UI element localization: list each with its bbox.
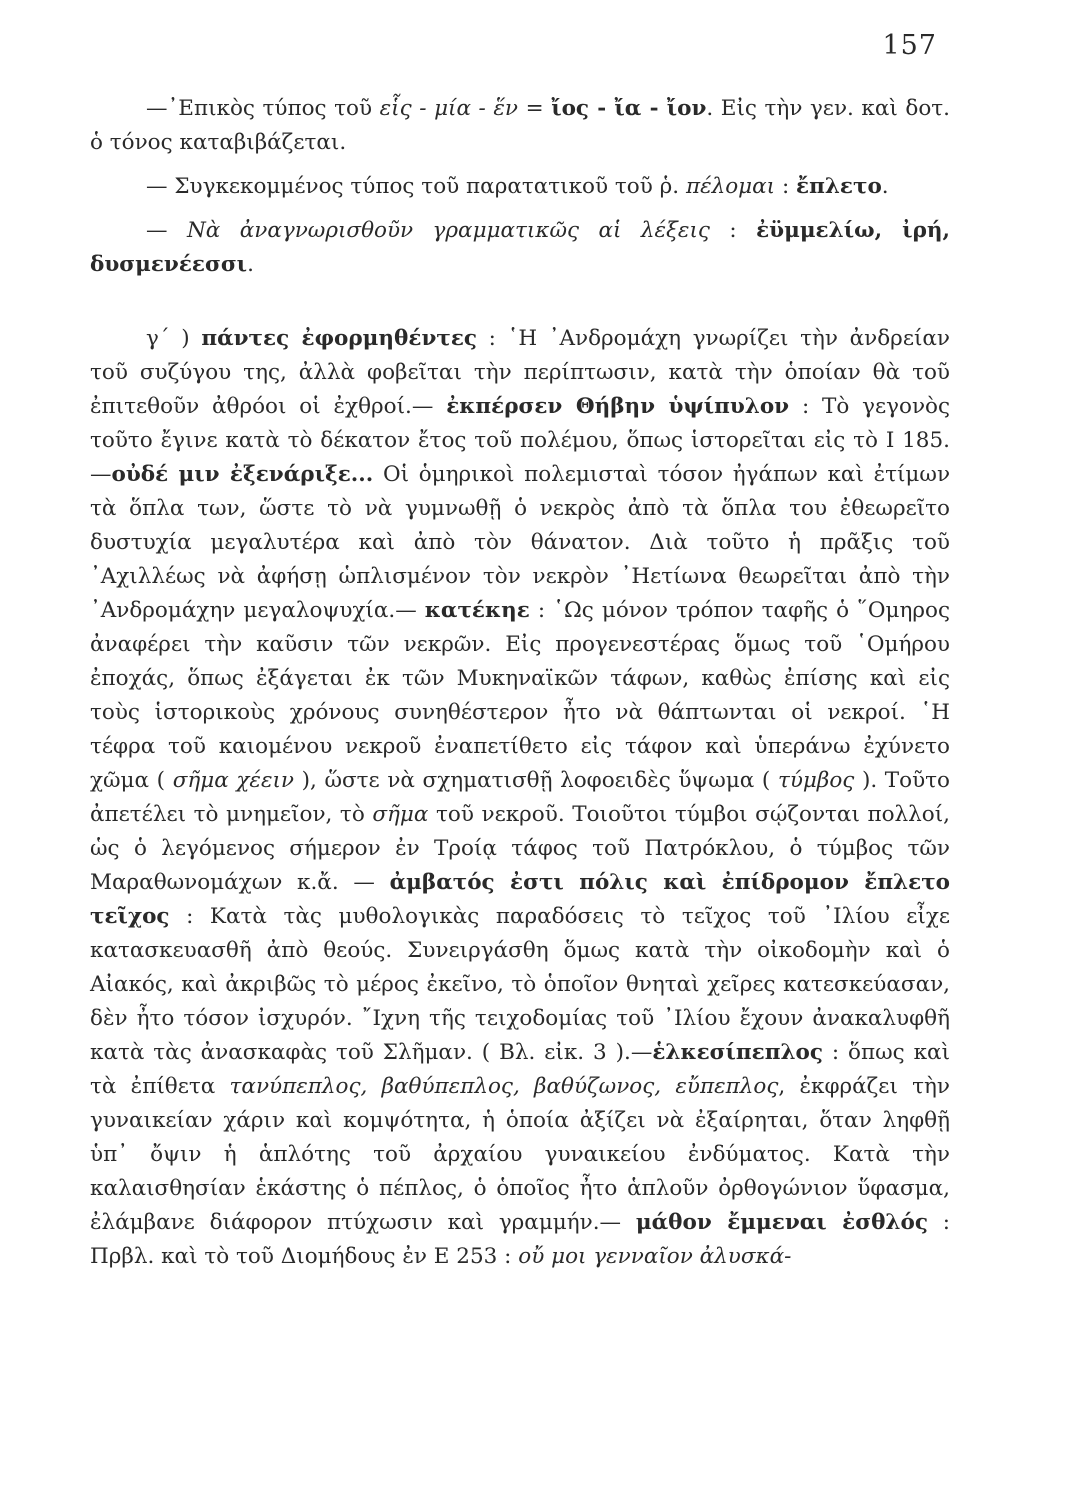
lemma: μάθον ἔμμεναι ἐσθλός [635, 1210, 928, 1235]
bold-term: ἐϋμμελίω, ἰρή, δυσμενέεσσι [90, 218, 950, 277]
text-run: τοῦ νεκροῦ. Τοιοῦτοι τύμβοι σῴζονται πολλοί, ὡς ὁ λεγόμενος σήμερον ἐν Τροίᾳ τάφος τοῦ Πατρόκλου, ὁ τύμβος τῶν Μαραθωνομάχων κ.ἄ. — [90, 802, 951, 895]
lemma: πάντες ἐφορμηθέντες [201, 326, 477, 351]
text-run: : [775, 174, 797, 199]
text-run: : Τὸ γεγονὸς τοῦτο ἔγινε κατὰ τὸ δέκατον ἔτος τοῦ πολέμου, ὅπως ἱστορεῖται εἰς τὸ Ι 185.— [90, 394, 951, 487]
paragraph-epic-form [90, 92, 950, 160]
text-run: Οἱ ὁμηρικοὶ πολεμισταὶ τόσον ἠγάπων καὶ ἐτίμων τὰ ὅπλα των, ὥστε τὸ νὰ γυμνωθῇ ὁ νεκρὸς ἀπὸ τὰ ὅπλα του ἐθεωρεῖτο δυστυχία μεγαλυτέρα καὶ ἀπὸ τὸν θάνατον. Διὰ τοῦτο ἡ πρᾶξις τοῦ ᾽Αχιλλέως νὰ ἀφήσῃ ὡπλισμένον τὸν νεκρὸν ᾽Ηετίωνα θεωρεῖται ἀπὸ τὴν ᾽Ανδρομάχην μεγαλοψυχία.— [90, 462, 951, 623]
text-run: ). Τοῦτο ἀπετέλει τὸ μνημεῖον, τὸ [90, 768, 950, 827]
section-marker: γ΄ ) [146, 326, 202, 351]
text-run: — [146, 218, 187, 243]
text-run: —᾽Επικὸς τύπος τοῦ [146, 96, 380, 121]
text-run: : ῾Ως μόνον τρόπον ταφῆς ὁ ῞Ομηρος ἀναφέρει τὴν καῦσιν τῶν νεκρῶν. Εἰς προγενεστέρας ὅμως τοῦ ῾Ομήρου ἐποχάς, ὅπως ἐξάγεται ἐκ τῶν Μυκηναϊκῶν τάφων, καθὼς ἐπίσης καὶ εἰς τοὺς ἱστορικοὺς χρόνους συνηθέστερον ἦτο νὰ θάπτωνται οἱ νεκροί. ῾Η τέφρα τοῦ καιομένου νεκροῦ ἐναπετίθετο εἰς τάφον καὶ ὑπεράνω ἐχύνετο χῶμα ( [90, 598, 951, 793]
text-run: ), ὥστε νὰ σχηματισθῇ λοφοειδὲς ὕψωμα ( [293, 768, 778, 793]
paragraph-syncopated-form [90, 170, 950, 204]
italic-term: πέλομαι [685, 174, 776, 199]
italic-term: τύμβος [777, 768, 855, 793]
lemma: οὐδέ μιν ἐξενάριξε... [111, 462, 374, 487]
text-run: = [518, 96, 552, 121]
italic-term: Νὰ ἀναγνωρισθοῦν γραμματικῶς αἱ λέξεις [186, 218, 710, 243]
page-number: 157 [882, 30, 937, 61]
italic-term: σῆμα χέειν [172, 768, 294, 793]
bold-term: ἴος - ἴα - ἴον [551, 96, 707, 121]
text-run: , ἐκφράζει τὴν γυναικείαν χάριν καὶ κομψότητα, ἡ ὁποία ἀξίζει νὰ ἐξαίρηται, ὅταν ληφθῇ ὑπ᾽ ὄψιν ἡ ἁπλότης τοῦ ἀρχαίου γυναικείου ἐνδύματος. Κατὰ τὴν καλαισθησίαν ἑκάστης ὁ πέπλος, ὁ ὁποῖος ἦτο ἁπλοῦν ὀρθογώνιον ὕφασμα, ἐλάμβανε διάφορον πτύχωσιν καὶ γραμμήν.— [90, 1074, 950, 1235]
text-run: . Εἰς τὴν γεν. καὶ δοτ. ὁ τόνος καταβιβάζεται. [90, 96, 951, 155]
text-run: . [247, 252, 254, 277]
commentary-text [90, 92, 950, 1274]
lemma: ἐκπέρσεν Θήβην ὑψίπυλον [446, 394, 790, 419]
lemma: κατέκηε [424, 598, 530, 623]
paragraph-grammar-exercise [90, 214, 950, 282]
text-run: : [709, 218, 757, 243]
italic-term: εἷς - μία - ἕν [379, 96, 519, 121]
text-run: : Κατὰ τὰς μυθολογικὰς παραδόσεις τὸ τεῖχος τοῦ ᾽Ιλίου εἶχε κατασκευασθῆ ἀπὸ θεούς. Συνειργάσθη ὅμως κατὰ τὴν οἰκοδομὴν καὶ ὁ Αἰακός, καὶ ἀκριβῶς τὸ μέρος ἐκεῖνο, τὸ ὁποῖον θνηταὶ χεῖρες κατεσκεύασαν, δὲν ἦτο τόσον ἰσχυρόν. ῎Ιχνη τῆς τειχοδομίας τοῦ ᾽Ιλίου ἔχουν ἀνακαλυφθῆ κατὰ τὰς ἀνασκαφὰς τοῦ Σλῆμαν. ( Βλ. εἰκ. 3 ).— [90, 904, 950, 1065]
text-run: : ὅπως καὶ τὰ ἐπίθετα [90, 1040, 950, 1099]
bold-term: ἔπλετο [796, 174, 882, 199]
italic-term: σῆμα [372, 802, 429, 827]
paragraph-commentary-gamma [90, 322, 950, 1274]
text-run: : Πρβλ. καὶ τὸ τοῦ Διομήδους ἐν Ε 253 : [90, 1210, 950, 1269]
lemma: ἑλκεσίπεπλος [652, 1040, 823, 1065]
text-run: — Συγκεκομμένος τύπος τοῦ παρατατικοῦ τοῦ ῥ. [146, 174, 686, 199]
italic-term: οὔ μοι γενναῖον ἀλυσκά- [518, 1244, 792, 1269]
text-run: : ῾Η ᾽Ανδρομάχη γνωρίζει τὴν ἀνδρείαν τοῦ συζύγου της, ἀλλὰ φοβεῖται τὴν περίπτωσιν, κατὰ τὴν ὁποίαν θὰ τοῦ ἐπιτεθοῦν ἀθρόοι οἱ ἐχθροί.— [90, 326, 950, 419]
italic-term: τανύπεπλος, βαθύπεπλος, βαθύζωνος, εὔπεπλος [229, 1074, 779, 1099]
text-run: . [881, 174, 889, 199]
lemma: ἀμβατός ἐστι πόλις καὶ ἐπίδρομον ἔπλετο τεῖχος [90, 870, 951, 929]
